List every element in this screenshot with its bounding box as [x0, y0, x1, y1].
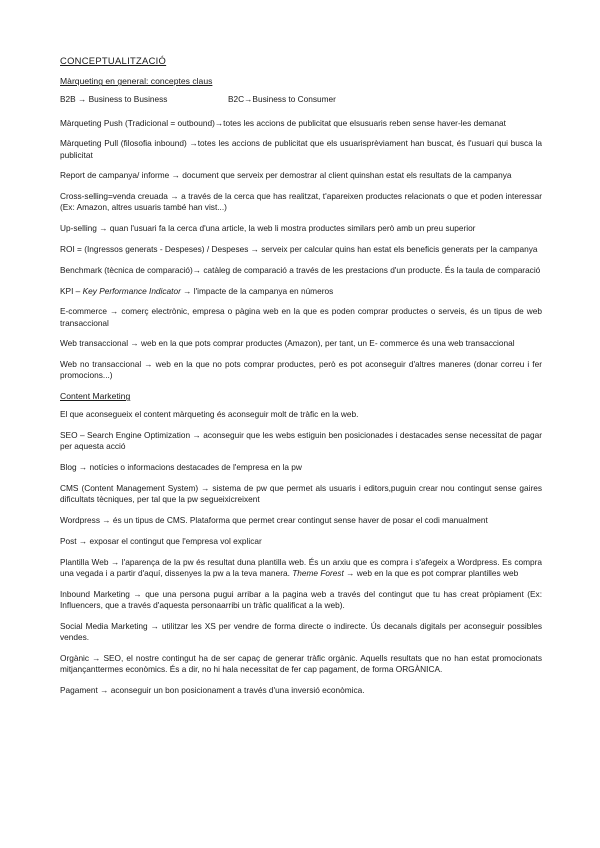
definition-paragraph: Cross-selling=venda creuada → a través de la cerca que has realitzat, t'apareixen productes relacionats o que et poden interessar (Ex: Amazon, altres usuaris també han vist...)	[60, 191, 542, 213]
definition-paragraph: Inbound Marketing → que una persona pugui arribar a la pagina web a través del contingut que tu has creat pròpiament (Ex: Influencers, que a través d'aquesta personaarribi un tràfic qualificat a la web).	[60, 588, 542, 610]
b2b-b2c-row	[60, 94, 542, 105]
kpi-italic-term: Key Performance Indicator	[82, 285, 181, 296]
plantilla-paragraph	[60, 557, 542, 579]
plantilla-prefix: Plantilla Web → l'aparença de la pw és resultat duna plantilla web. És un arxiu que es compra i s'afegeix a Wordpress. Es compra una vegada i a partir d'aquí, dissenyes la pw a la teva manera.	[60, 556, 542, 578]
plantilla-suffix: → web en la que es pot comprar plantilles web	[343, 567, 519, 578]
section-heading-content-marketing: Content Marketing	[60, 391, 131, 402]
definition-paragraph: Pagament → aconseguir un bon posicionament a través d'una inversió econòmica.	[60, 684, 365, 695]
definition-paragraph: CMS (Content Management System) → sistema de pw que permet als usuaris i editors,puguin crear nou contingut sense gaires dificultats tècniques, per tal que la pw segueixicreixent	[60, 482, 542, 505]
kpi-prefix: KPI –	[60, 285, 83, 296]
definition-paragraph: Benchmark (tècnica de comparació)→ catàleg de comparació a través de les prestacions d'un producte. És la taula de comparació	[60, 264, 541, 275]
definition-paragraph: Màrqueting Pull (filosofia inbound) →totes les accions de publicitat que els usuarisprèviament han buscat, és l'usuari qui busca la publicitat	[60, 138, 542, 160]
definition-paragraph: E-commerce → comerç electrònic, empresa o pàgina web en la que es poden comprar productes o serveis, és un tipus de web transaccional	[60, 306, 542, 328]
section-heading-marqueting: Màrqueting en general: conceptes claus	[60, 76, 213, 87]
b2c-definition: B2C→Business to Consumer	[228, 94, 336, 105]
plantilla-italic-term: Theme Forest	[292, 567, 344, 578]
definition-paragraph: Orgànic → SEO, el nostre contingut ha de ser capaç de generar tràfic orgànic. Aquells resultats que no han estat promocionats mitjançanttermes econòmics. És a dir, no hi hala necessitat de fer cap pagament, de forma ORGÀNICA.	[60, 652, 542, 674]
document-title: CONCEPTUALITZACIÓ	[60, 55, 167, 66]
definition-paragraph: Post → exposar el contingut que l'empresa vol explicar	[60, 535, 262, 546]
definition-paragraph: Blog → notícies o informacions destacades de l'empresa en la pw	[60, 462, 302, 473]
definition-paragraph: Web transaccional → web en la que pots comprar productes (Amazon), per tant, un E- commerce és una web transaccional	[60, 338, 515, 349]
definition-paragraph: El que aconsegueix el content màrqueting és aconseguir molt de tràfic en la web.	[60, 409, 359, 420]
definition-paragraph: SEO – Search Engine Optimization → aconseguir que les webs estiguin ben posicionades i destacades sense necessitat de pagar per aquesta acció	[60, 430, 542, 452]
definition-paragraph: Social Media Marketing → utilitzar les XS per vendre de forma directe o indirecte. Ús decanals digitals per aconseguir possibles vendes.	[60, 620, 542, 642]
definition-paragraph: Wordpress → és un tipus de CMS. Plataforma que permet crear contingut sense haver de posar el codi manualment	[60, 514, 488, 525]
definition-paragraph: ROI = (Ingressos generats - Despeses) / Despeses → serveix per calcular quins han estat els beneficis generats per la campanya	[60, 244, 538, 254]
definition-paragraph: Report de campanya/ informe → document que serveix per demostrar al client quinshan estat els resultats de la campanya	[60, 170, 512, 181]
definition-paragraph: Màrqueting Push (Tradicional = outbound)→totes les accions de publicitat que elsusuaris reben sense haver-les demanat	[60, 117, 506, 128]
definition-paragraph: Web no transaccional → web en la que no pots comprar productes, però es pot aconseguir d'altres maneres (donar correu i fer promocions...)	[60, 359, 542, 381]
definition-paragraph: Up-selling → quan l'usuari fa la cerca d'una article, la web li mostra productes similars però amb un preu superior	[60, 223, 476, 234]
kpi-suffix: → l'impacte de la campanya en números	[180, 285, 334, 296]
kpi-paragraph	[60, 286, 542, 297]
b2b-definition: B2B → Business to Business	[60, 94, 168, 105]
